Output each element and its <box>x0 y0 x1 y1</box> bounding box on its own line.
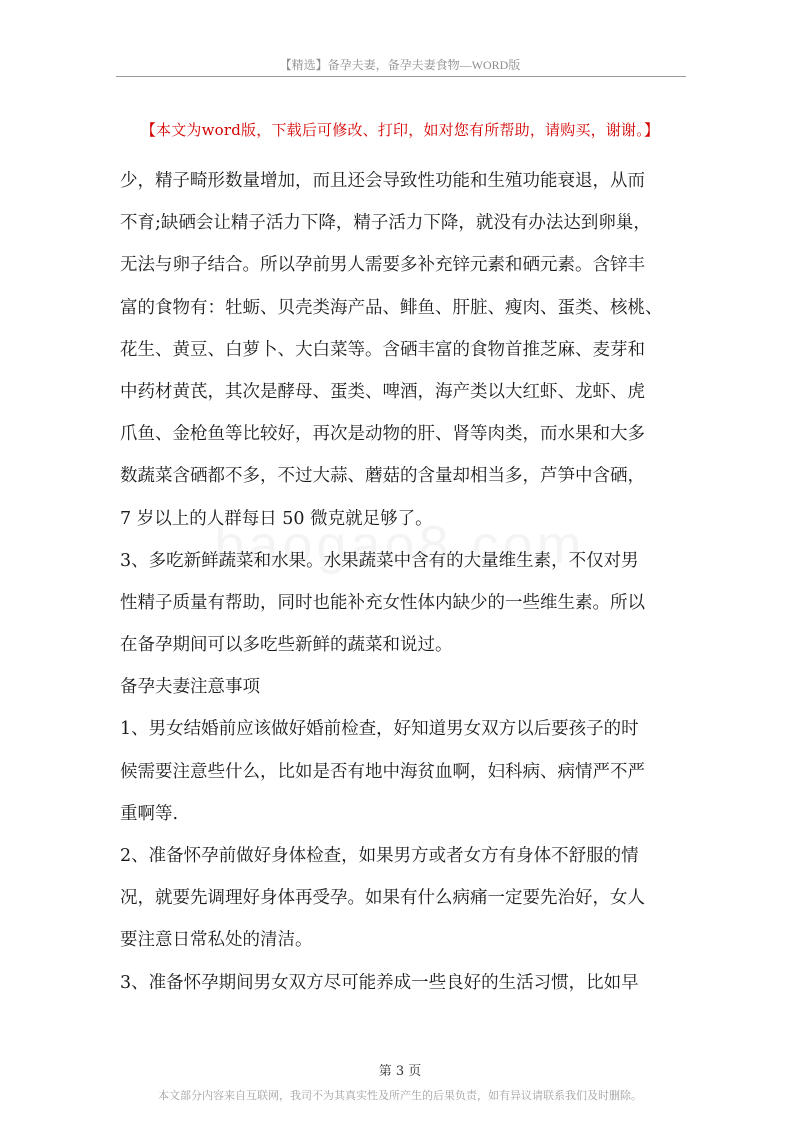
document-body <box>120 160 692 1004</box>
body-line: 3、多吃新鲜蔬菜和水果。水果蔬菜中含有的大量维生素，不仅对男 <box>120 550 639 571</box>
page-number: 第 3 页 <box>378 1064 422 1079</box>
body-line: 1、男女结婚前应该做好婚前检查，好知道男女双方以后要孩子的时 <box>120 719 639 740</box>
body-line: 要注意日常私处的清洁。 <box>120 930 313 951</box>
body-line: 重啊等. <box>120 803 179 824</box>
page-footer: 本文部分内容来自互联网，我司不为其真实性及所产生的后果负责，如有异议请联系我们及时删除。 <box>158 1089 642 1102</box>
body-line: 中药材黄芪，其次是酵母、蛋类、啤酒，海产类以大红虾、龙虾、虎 <box>120 381 645 402</box>
body-line: 候需要注意些什么，比如是否有地中海贫血啊，妇科病、病情严不严 <box>120 761 645 782</box>
body-line: 爪鱼、金枪鱼等比较好，再次是动物的肝、肾等肉类，而水果和大多 <box>120 424 645 445</box>
body-line: 少，精子畸形数量增加，而且还会导致性功能和生殖功能衰退，从而 <box>120 171 645 191</box>
download-notice: 【本文为word版，下载后可修改、打印，如对您有所帮助，请购买，谢谢。】 <box>140 121 660 139</box>
body-line: 性精子质量有帮助，同时也能补充女性体内缺少的一些维生素。所以 <box>120 592 645 613</box>
section-heading: 备孕夫妻注意事项 <box>120 677 260 698</box>
body-line: 数蔬菜含硒都不多，不过大蒜、蘑菇的含量却相当多，芦笋中含硒， <box>120 466 645 487</box>
body-line: 2、准备怀孕前做好身体检查，如果男方或者女方有身体不舒服的情 <box>120 846 639 866</box>
page-header: 【精选】备孕夫妻，备孕夫妻食物—WORD版 <box>279 58 521 72</box>
body-line: 富的食物有：牡蛎、贝壳类海产品、鲱鱼、肝脏、瘦肉、蛋类、核桃、 <box>120 297 663 318</box>
body-line: 3、准备怀孕期间男女双方尽可能养成一些良好的生活习惯，比如早 <box>120 972 639 993</box>
body-line: 况，就要先调理好身体再受孕。如果有什么病痛一定要先治好，女人 <box>120 888 645 909</box>
body-line: 无法与卵子结合。所以孕前男人需要多补充锌元素和硒元素。含锌丰 <box>120 255 645 276</box>
header-divider <box>116 76 686 77</box>
body-line: 7 岁以上的人群每日 50 微克就足够了。 <box>120 508 433 529</box>
body-line: 花生、黄豆、白萝卜、大白菜等。含硒丰富的食物首推芝麻、麦芽和 <box>120 339 645 360</box>
body-line: 在备孕期间可以多吃些新鲜的蔬菜和说过。 <box>120 635 453 656</box>
body-line: 不育;缺硒会让精子活力下降，精子活力下降，就没有办法达到卵巢， <box>120 213 651 234</box>
